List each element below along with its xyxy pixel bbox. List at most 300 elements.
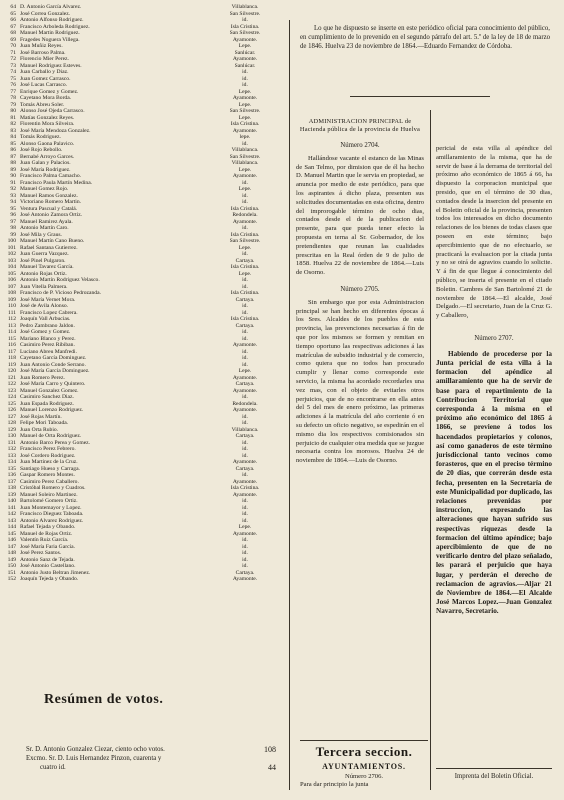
summary-line-count: 108 [264,745,276,754]
list-item-place: id. [242,394,248,400]
list-item-number: 114 [7,329,16,335]
list-item-name: José de Avila Alonso. [20,303,69,309]
summary-line-text: Sr. D. Antonio Gonzalez Ciezar, ciento ocho votos. [26,746,165,753]
list-item-number: 119 [7,361,16,368]
list-item-name: Manuel Martín Cano Bueno. [20,238,85,244]
list-item-number: 64 [10,4,16,10]
list-item-name: Antonio Rojas Ortiz. [20,270,67,277]
list-item-place: Lepe. [238,186,252,192]
list-item-number: 95 [10,205,16,212]
list-item-number: 99 [10,231,16,238]
list-item-place: Ayamonte. [232,374,258,381]
list-item-place: Ayamonte. [232,218,258,225]
list-item-number: 103 [7,257,16,264]
list-item-place: id. [242,179,248,186]
list-item-name: Casimiro Perez Caballero. [20,478,79,485]
list-item-place: Lepe. [238,524,252,530]
list-item-name: José Perez Santos. [20,550,62,556]
list-item-place: San Silvestre. [229,153,261,160]
list-item-name: José Mila y Graus. [20,231,62,238]
list-item-name: Alonso José Ojeda Carrasco. [20,108,85,114]
list-item-name: Mariano Blanco y Perez. [20,335,76,342]
list-item-name: Antonio Martín Caro. [20,225,69,231]
summary-line-text: Excmo. Sr. D. Luis Hernandez Pinzon, cuarenta y [26,755,162,762]
list-item-number: 138 [7,485,16,491]
list-item-place: id. [242,413,248,420]
list-item-name: José Rojo Rebollo. [20,147,63,153]
list-item-place: San Silvestre. [229,238,261,244]
list-item-place: Ayamonte. [232,478,258,485]
list-item-name: José Lucas Carrasco. [20,82,68,88]
list-item-place: Cartaya. [235,381,255,387]
hacienda-header: ADMINISTRACION PRINCIPAL de Hacienda pública de la provincia de Huelva [299,118,421,133]
list-item-place: Isla Cristina. [230,121,260,127]
list-item-name: Manuel de Orta Rodriguez. [20,433,82,439]
list-item-place: Lepe. [238,270,252,277]
list-item-place: Lepe. [238,88,252,95]
list-item-place: Isla Cristina. [230,264,260,270]
list-item-name: Juan Montemayor y Lopez. [20,504,82,511]
list-item-name: José María Mendoza Gonzalez. [20,127,91,134]
list-item-name: José María García Dominguez. [20,368,90,374]
list-item-number: 139 [7,491,16,498]
list-item-name: Florentin Mora Silveira. [20,121,75,127]
list-item-place: id. [242,517,248,524]
list-item-number: 151 [7,569,16,576]
list-item-place: Cartaya. [235,257,255,264]
list-item-place: Lepe. [238,244,252,251]
list-item-place: id. [242,283,248,290]
section-rule [436,768,552,769]
list-item-number: 65 [10,10,16,17]
list-item-name: Bartolomé Gomero Ortiz. [20,498,78,504]
list-item-place: Lepe. [238,114,252,121]
list-item-place: Villablanca. [231,4,259,10]
list-item-name: Juan Muñiz Reyes. [20,43,63,49]
list-item-name: Francisco Lopez Cabrera. [20,309,78,316]
list-item-name: José Antonio Zamora Ortiz. [20,212,83,218]
list-item-name: Luciano Abreu Manfredi. [20,348,78,355]
list-item-name: Valentín Ruiz García. [20,537,69,543]
list-item-number: 71 [10,49,16,56]
list-item-number: 152 [7,576,16,582]
list-item-name: D. Antonio García Alvarez. [20,4,82,10]
list-item-name: Rafael Santana Gutierrez. [20,244,78,251]
list-item-name: Manuel Ramos Gonzalez. [20,192,78,199]
list-item-place: id. [242,498,248,504]
list-item-place: Ayamonte. [232,387,258,394]
list-item-number: 84 [10,134,16,140]
list-item-number: 149 [7,556,16,563]
list-item-number: 112 [7,316,16,322]
list-item-place: Cartaya. [235,296,255,303]
list-item-place: id. [242,192,248,199]
list-item-number: 105 [7,270,16,277]
list-item-name: Francisco Paula Martín Medina. [20,179,93,186]
list-item-name: José María Carro y Quintero. [20,381,86,387]
list-item-name: Joaquín Tejeda y Obando. [20,576,79,582]
list-item-number: 73 [10,62,16,69]
list-item-number: 146 [7,537,16,543]
list-item-place: Ayamonte. [232,95,258,101]
list-item-place: id. [242,335,248,342]
list-item-name: Gaspar Romero Montes. [20,472,75,478]
list-item-number: 134 [7,459,16,465]
notice-number: Número 2705. [340,285,380,293]
list-item-number: 87 [10,153,16,160]
list-item-place: id. [242,472,248,478]
list-item-number: 126 [7,407,16,413]
list-item-number: 111 [8,309,16,316]
list-item-name: Matías Gonzalez Reyes. [20,114,75,121]
list-item-place: Sanlúcar. [234,49,256,56]
list-item-place: id. [242,309,248,316]
list-item-name: Juan Guerra Vazquez. [20,251,69,257]
list-item-number: 123 [7,387,16,394]
list-item-place: Redondela. [232,212,258,218]
list-item-place: Ayamonte. [232,342,258,348]
list-item-name: Juan Romero Perez. [20,374,65,381]
list-item-place: Isla Cristina. [230,23,260,30]
list-item-name: Rafael Tejada y Obando. [20,524,76,530]
list-item [4,576,280,583]
list-item-name: Francisco Arboleda Rodriguez. [20,23,90,30]
list-item-name: Joaquín Vall Arbucias. [20,316,71,322]
list-item-number: 106 [7,277,16,283]
voter-list [4,4,280,583]
list-item-number: 133 [7,452,16,459]
list-item-name: José Correa Gonzalez. [20,10,71,17]
notice-body: Sin embargo que por esta Administracion principal se han hecho en diferentes épocas á los Sres. Alcaldes de los pueblos de esta provincia, las prevenciones necesarias á fin de que por los mismos se formen y remitan en tiempo oportuno las respectivas adiciones á las matrículas de subsidio industrial y de comercio, como quiera que no todos han procurado cumplir y llenar como corresponde este servicio, la misma ha acordado recordarles una vez mas, con el objeto de evitarles otros perjuicios, que de no encontrarse en ella antes del 5 del mes de enero próximo, las primeras adiciones á la matrícula del año corriente ó en su defecto un oficio negativo, se espedirán en el mismo dia los respectivos comisionados sin perjuicio de cualquier otra medida que se juzgue necesaria contra los morosos. Huelva 24 de noviembre de 1864.—Luis de Osorno. [296,298,424,465]
list-item-name: Manuel Gomez Rojo. [20,186,69,192]
list-item-place: id. [242,69,248,75]
top-notice: Lo que he dispuesto se inserte en este periódico oficial para conocimiento del público, en cumplimiento de lo prevenido en el segundo párrafo del art. 5.º de la ley de 18 de marzo de 1846. Huelva 23 de noviembre de 1864.—Eduardo Fernandez de Córdoba. [300,25,550,50]
list-item-place: Ayamonte. [232,530,258,537]
list-item-name: Juan Antonio Conde Serrano. [20,361,86,368]
list-item-name: Antonio Barco Perea y Gomez. [20,439,91,446]
list-item-name: Francisco de P. Vicioso Pedrozanda. [20,290,101,296]
list-item-number: 140 [7,498,16,504]
list-item-name: Cayetano García Dominguez. [20,355,87,361]
list-item-name: Manuel Rodriguez Esteves. [20,62,82,69]
list-item-number: 78 [10,95,16,101]
list-item-name: José Barroso Palma. [20,49,66,56]
list-item-place: San Silvestre. [229,30,261,36]
section-rule [350,96,490,97]
list-item-place: Isla Cristina. [230,231,260,238]
list-item-number: 104 [7,264,16,270]
list-item-place: id. [242,82,248,88]
list-item-number: 116 [7,342,16,348]
vote-summary-title: Resúmen de votos. [44,692,164,707]
list-item-name: Juan Vitella Palmera. [20,283,68,290]
list-item-number: 148 [7,550,16,556]
list-item-place: Sanlúcar. [234,62,256,69]
list-item-name: José María Vernet Mora. [20,296,76,303]
summary-line [26,755,276,763]
section-rule [300,740,428,741]
list-item-place: id. [242,439,248,446]
notice-number: Número 2704. [340,142,380,149]
notice-number: Número 2706. [344,773,384,780]
list-item-name: Cayetano Mora Borda. [20,95,72,101]
list-item-place: Ayamonte. [232,173,258,179]
list-item-number: 147 [7,543,16,550]
list-item-name: José Gomez y Gomez. [20,329,71,335]
list-item-place: Lepe. [238,368,252,374]
list-item-name: José Cordero Rodriguez. [20,452,76,459]
list-item-number: 121 [7,374,16,381]
list-item-number: 75 [10,75,16,82]
list-item-number: 79 [10,101,16,108]
list-item-place: id. [242,511,248,517]
list-item-name: José Pinel Pulgaron. [20,257,66,264]
list-item-place: Cartaya. [235,322,255,329]
list-item-place: id. [242,550,248,556]
list-item-name: Manuel de Rojas Ortiz. [20,530,73,537]
list-item-number: 110 [7,303,16,309]
list-item-place: id. [242,446,248,452]
list-item-place: Ayamonte. [232,491,258,498]
summary-line-count: 44 [268,763,276,772]
list-item-number: 90 [10,173,16,179]
list-item-place: id. [242,504,248,511]
third-section [300,744,428,788]
list-item-place: id. [242,556,248,563]
list-item-number: 68 [10,30,16,36]
list-item-name: Francisco Perez Febrero. [20,446,76,452]
list-item-place: id. [242,225,248,231]
list-item-number: 72 [10,56,16,62]
list-item-number: 145 [7,530,16,537]
list-item-number: 115 [7,335,16,342]
list-item-number: 80 [10,108,16,114]
list-item-name: Antonio Justo Beltran Jimenez. [20,569,91,576]
list-item-place: id. [242,543,248,550]
list-item-name: Manuel Ramirez Ayala. [20,218,73,225]
list-item-name: Antonio Martín Rodriguez Velasco. [20,277,100,283]
list-item-name: Manuel Martin Rodriguez. [20,30,80,36]
list-item-place: id. [242,277,248,283]
summary-line [26,764,276,772]
list-item-place: Ayamonte. [232,576,258,582]
list-item-place: Isla Cristina. [230,316,260,322]
list-item-place: Redondela. [232,400,258,407]
list-item-name: Casimiro Perez Ribiban. [20,342,75,348]
list-item-name: Antonio Alvarez Rodriguez. [20,517,84,524]
summary-line-text: cuatro id. [40,764,66,771]
list-item-number: 100 [7,238,16,244]
summary-line [26,746,276,754]
list-item-place: Ayamonte. [232,407,258,413]
list-item-place: Isla Cristina. [230,290,260,296]
list-item-place: Cartaya. [235,465,255,472]
list-item-name: Antonio Alfonso Rodriguez. [20,17,84,23]
list-item-place: Ayamonte. [232,459,258,465]
list-item-name: Juan Espada Rodriguez. [20,400,74,407]
list-item-place: Cartaya. [235,433,255,439]
list-item-place: id. [242,355,248,361]
list-item-number: 69 [10,36,16,43]
list-item-number: 108 [7,290,16,296]
list-item-number: 67 [10,23,16,30]
list-item-place: id. [242,140,248,147]
list-item-name: Juan Orta Rubio. [20,426,59,433]
list-item-name: José María Rodriguez. [20,166,71,173]
list-item-place: lepe. [239,134,251,140]
ayuntamientos-heading: AYUNTAMIENTOS. [322,762,406,771]
list-item-place: Villablanca. [231,147,259,153]
notice-body: Hallándose vacante el estanco de las Minas de San Telmo, por dimision que de él ha hecho D. Manuel Martin que le servia en propiedad, se anuncia por medio de este periódico, para que los aspirantes á dicho plaza, presenten sus solicitudes documentadas en esta oficina, dentro del improrogable término de ocho dias, contados desde el de la publicacion del presente, para que pueda tener efecto la propuesta en terna al Sr. Gobernador, de los pretendientes que reunan las cualidades prescritas en la Real órden de 9 de julio de 1858. Huelva 22 de noviembre de 1864.—Luis de Osorno. [296,154,424,277]
list-item-name: Manuel Lorenzo Rodriguez. [20,407,84,413]
third-section-title: Tercera seccion. [315,744,413,759]
list-item-name: Felipe Mori Taboada. [20,420,69,426]
list-item-place: id. [242,361,248,368]
list-item-name: Santiago Hueso y Carraga. [20,465,80,472]
list-item-number: 76 [10,82,16,88]
list-item-name: José María Faria García. [20,543,75,550]
list-item-number: 150 [7,563,16,569]
list-item-place: Lepe. [238,166,252,173]
list-item-number: 136 [7,472,16,478]
list-item-number: 81 [10,114,16,121]
list-item-number: 94 [10,199,16,205]
printer-credit: Imprenta del Boletin Oficial. [454,773,534,780]
list-item-number: 98 [10,225,16,231]
list-item-number: 74 [10,69,16,75]
list-item-number: 70 [10,43,16,49]
list-item-number: 86 [10,147,16,153]
notice-number: Número 2707. [474,334,514,342]
list-item-place: id. [242,199,248,205]
list-item-place: id. [242,537,248,543]
list-item-number: 92 [10,186,16,192]
list-item-place: San Silvestre. [229,108,261,114]
list-item-number: 91 [10,179,16,186]
list-item-name: Bernabé Arroyo Garces. [20,153,75,160]
list-item-place: id. [242,452,248,459]
list-item-number: 132 [7,446,16,452]
list-item-place: id. [242,348,248,355]
list-item-name: Juan Carballo y Diaz. [20,69,69,75]
list-item-place: San Silvestre. [229,10,261,17]
list-item-place: Cartaya. [235,569,255,576]
list-item-number: 128 [7,420,16,426]
list-item-number: 118 [7,355,16,361]
list-item-number: 124 [7,394,16,400]
list-item-number: 96 [10,212,16,218]
list-item-place: id. [242,251,248,257]
list-item-name: Fragedes Noguera Villega. [20,36,80,43]
list-item-place: Lepe. [238,43,252,49]
notice-body: Habiendo de procederse por la Junta pericial de esta villa á la formacion del apéndice al amillaramiento que ha de servir de base para el repartimiento de la Contribucion Territorial que corresponda á la misma en el próximo año económico del 1865 á 1866, se previene á todos los hacendados propietarios y colonos, así como ganaderos de este término jurisdiccional tanto vecinos como forasteros, que en el preciso término de 20 dias, que correrán desde esta fecha, presenten en la Secretaría de este Municipalidad por duplicado, las relaciones prevenidas por instruccion, expresando las alteraciones que hayan sufrido sus respectivas riquezas desde la formacion del último apéndice; bajo apercibimiento de que de no verificarlo dentro del plazo señalado, les parará el perjuicio que haya lugar, y perderán el derecho de reclamacion de agravios.—Aljar 21 de Noviembre de 1864.—El Alcalde José Marcos Lopez.—Juan Gonzalez Navarro, Secretario. [436,349,552,616]
list-item-name: Enrique Gomez y Gomez. [20,88,79,95]
list-item-place: Villablanca. [231,426,259,433]
list-item-number: 127 [7,413,16,420]
list-item-place: Ayamonte. [232,36,258,43]
list-item-name: Casimiro Sanchez Diaz. [20,394,74,400]
list-item-number: 107 [7,283,16,290]
list-item-place: id. [242,303,248,309]
list-item-place: id. [242,329,248,335]
list-item-number: 109 [7,296,16,303]
list-item-number: 144 [7,524,16,530]
list-item-number: 101 [7,244,16,251]
column-divider [430,110,431,790]
list-item-number: 93 [10,192,16,199]
list-item-number: 141 [7,504,16,511]
hacienda-column [296,118,424,466]
list-item-name: Alonso Gaona Palavico. [20,140,75,147]
list-item-number: 82 [10,121,16,127]
list-item-number: 83 [10,127,16,134]
notice-body: pericial de esta villa al apéndice del amillaramiento de la misma, que ha de servir de base á la derrama de territorial del próximo año económico de 1865 á 66, ha dispuesto la corporacion municipal que presido, que en el término de 30 dias, contados desde la insercion del presente en el Boletin oficial de la provincia, presenten todos los interesados en dicho documento relaciones de los bienes de todas clases que poseen en este término; bajo apercibimiento que de no efectuarlo, se practicará la evaluacion por la citada junta y no se oirá de agravios cuando lo solicite. Y á fin de que llegue á conocimiento del público, se inserta el presente en el citado Boletin. Cambres de San Bartolomé 21 de noviembre de 1864.—El alcalde, José Delgado.—El secretario, Juan de la Cruz G. y Caballero, [436,145,552,320]
list-item-place: id. [242,75,248,82]
list-item-name: Francisco Palma Camacho. [20,173,82,179]
list-item-place: id. [242,17,248,23]
list-item-number: 122 [7,381,16,387]
list-item-number: 125 [7,400,16,407]
list-item-name: Juan Galan y Palacios. [20,160,71,166]
list-item-name: Pedro Zambrano Jaldon. [20,322,75,329]
list-item-number: 137 [7,478,16,485]
list-item-name: Manuel Gonzalez Gomez. [20,387,79,394]
list-item-number: 131 [7,439,16,446]
list-item-name: José Antonio Castellano. [20,563,76,569]
list-item-number: 129 [7,426,16,433]
list-item-name: Juan Gomez Carrasco. [20,75,71,82]
list-item-place: Lepe. [238,101,252,108]
list-item-name: Cristóbal Romero y Cuadros. [20,485,86,491]
list-item-name: Florencio Mier Perez. [20,56,69,62]
list-item-number: 85 [10,140,16,147]
list-item-place: id. [242,563,248,569]
list-item-name: Victoriano Romero Martin. [20,199,82,205]
list-item-place: Ayamonte. [232,56,258,62]
list-item-name: Juan Martinez de la Cruz. [20,459,78,465]
list-item-place: Isla Cristina. [230,485,260,491]
list-item-name: Manuel Soleiro Martinez. [20,491,78,498]
list-item-name: Tomás Abreu Soler. [20,101,65,108]
list-item-name: José Rojas Martín. [20,413,62,420]
list-item-name: Tomás Rodriguez. [20,134,61,140]
list-item-number: 117 [7,348,16,355]
list-item-number: 143 [7,517,16,524]
list-item-name: Manuel Tavarez García. [20,264,74,270]
list-item-place: Isla Cristina. [230,205,260,212]
list-item-number: 142 [7,511,16,517]
municipal-column [436,145,552,617]
list-item-place: id. [242,420,248,426]
list-item-name: Antonio Sanz de Tejada. [20,556,75,563]
list-item-number: 135 [7,465,16,472]
list-item-number: 130 [7,433,16,439]
list-item-number: 89 [10,166,16,173]
list-item-number: 88 [10,160,16,166]
list-item-place: Ayamonte. [232,127,258,134]
list-item-number: 102 [7,251,16,257]
list-item-number: 97 [10,218,16,225]
notice-body: Para dar principio la junta [300,781,369,788]
list-item-name: Francisco Dieguez Taboada. [20,511,84,517]
column-divider [289,20,290,790]
list-item-number: 120 [7,368,16,374]
list-item-number: 66 [10,17,16,23]
list-item-place: Villablanca. [231,160,259,166]
list-item-name: Ventura Pascual y Catalá. [20,205,78,212]
list-item-number: 113 [7,322,16,329]
list-item-number: 77 [10,88,16,95]
